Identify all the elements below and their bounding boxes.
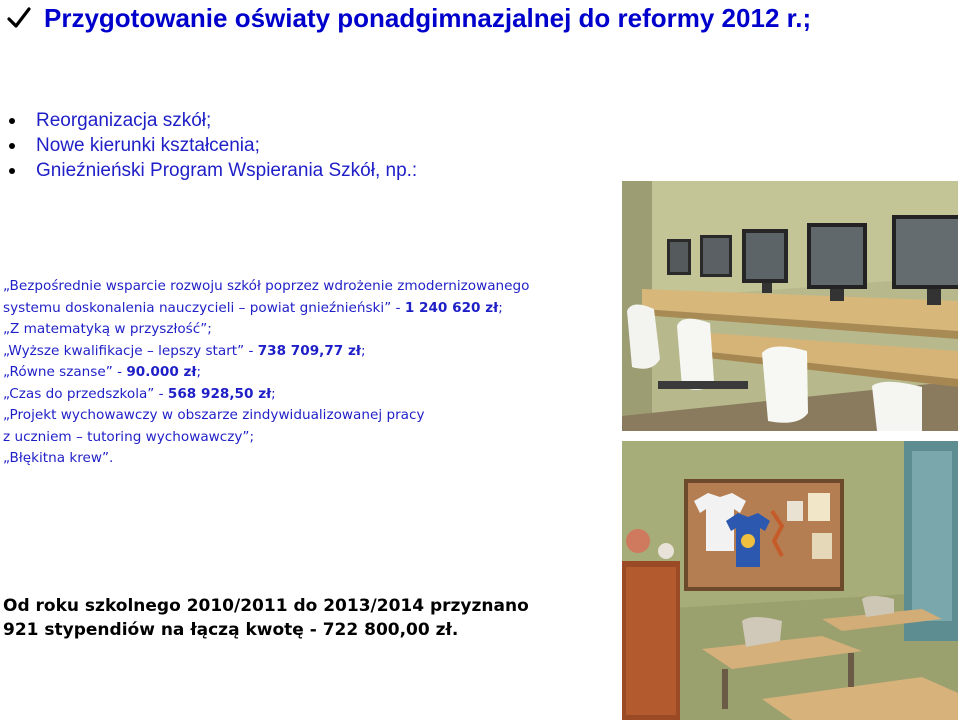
- detail-amount: 568 928,50 zł: [167, 385, 272, 402]
- detail-line: „Błękitna krew”.: [3, 450, 114, 466]
- detail-end: ;: [360, 342, 366, 359]
- bullet-text: Reorganizacja szkół;: [36, 109, 212, 131]
- detail-amount: 90.000 zł: [126, 364, 197, 380]
- detail-end: ;: [196, 364, 202, 380]
- detail-end: ;: [271, 385, 276, 402]
- detail-amount: 738 709,77 zł: [257, 342, 361, 359]
- detail-line: [3, 341, 618, 363]
- summary-line: 921 stypendiów na łączą kwotę - 722 800,00 zł.: [3, 620, 459, 640]
- detail-text: „Równe szanse” -: [3, 364, 127, 380]
- slide-title: Przygotowanie oświaty ponadgimnazjalnej do reformy 2012 r.;: [44, 2, 812, 33]
- detail-text: systemu doskonalenia nauczycieli – powiat gnieźnieński” -: [3, 299, 405, 316]
- bullet-dot-icon: [9, 143, 15, 149]
- program-details: [3, 276, 618, 470]
- bullet-dot-icon: [9, 118, 15, 124]
- bullet-list: [8, 108, 417, 183]
- detail-line: [3, 298, 618, 320]
- detail-line: „Bezpośrednie wsparcie rozwoju szkół poprzez wdrożenie zmodernizowanego: [3, 278, 530, 294]
- bullet-dot-icon: [9, 168, 15, 174]
- detail-text: „Wyższe kwalifikacje – lepszy start” -: [3, 342, 258, 359]
- classroom-photo: [622, 441, 958, 720]
- classroom-illustration: [622, 441, 958, 720]
- detail-text: „Czas do przedszkola” -: [3, 385, 168, 402]
- bullet-item: [8, 158, 417, 183]
- slide-title-row: [6, 2, 811, 34]
- bullet-text: Gnieźnieński Program Wspierania Szkół, np.:: [36, 159, 418, 181]
- detail-line: „Z matematyką w przyszłość”;: [3, 321, 212, 337]
- bullet-item: [8, 133, 417, 158]
- detail-amount: 1 240 620 zł: [404, 299, 499, 316]
- summary-line: Od roku szkolnego 2010/2011 do 2013/2014 przyznano: [3, 596, 529, 616]
- detail-line: „Projekt wychowawczy w obszarze zindywidualizowanej pracy: [3, 407, 425, 423]
- computer-lab-illustration: [622, 181, 958, 431]
- detail-line: [3, 384, 618, 406]
- bullet-text: Nowe kierunki kształcenia;: [36, 134, 260, 156]
- computer-lab-photo: [622, 181, 958, 431]
- bullet-item: [8, 108, 417, 133]
- detail-end: ;: [498, 299, 503, 316]
- checkmark-icon: [6, 5, 32, 31]
- detail-line: z uczniem – tutoring wychowawczy”;: [3, 428, 255, 445]
- scholarship-summary: [3, 594, 618, 642]
- detail-line: [3, 362, 618, 384]
